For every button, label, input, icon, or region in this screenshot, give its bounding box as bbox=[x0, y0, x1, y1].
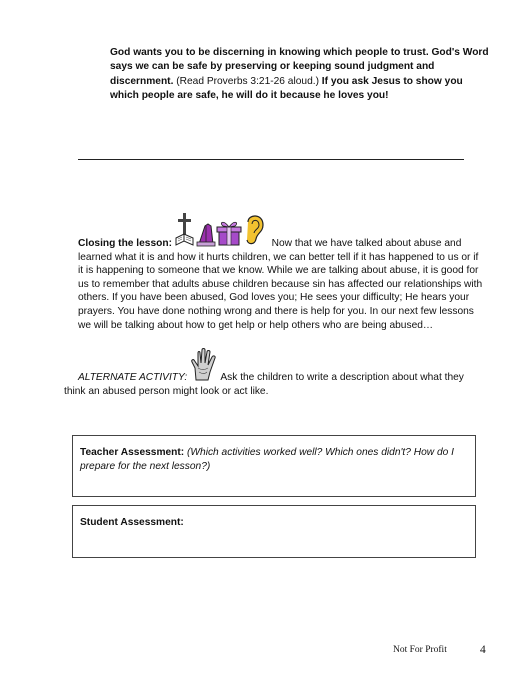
praying-hands-icon bbox=[197, 224, 215, 246]
student-assessment-text bbox=[80, 516, 465, 530]
gift-icon bbox=[217, 222, 241, 245]
closing-icons bbox=[175, 212, 267, 248]
hand-icon bbox=[190, 348, 218, 382]
alternate-activity bbox=[64, 348, 488, 398]
footer-text: Not For Profit bbox=[393, 645, 447, 655]
closing-paragraph bbox=[78, 212, 486, 332]
intro-paragraph bbox=[110, 46, 490, 104]
intro-scripture-reference: (Read Proverbs 3:21-26 aloud.) bbox=[173, 75, 322, 87]
closing-text: Now that we have talked about abuse and learned what it is and how it hurts children, we can better tell if it has happened to us or if it is happening to someone that we know. While we are talking about abuse, it is good for us to remember that adults abuse children because sin has affected our relationships with others. If you have been abused, God loves you; He sees your difficulty; He hears your prayers. You have done nothing wrong and there is help for you. In our next few lessons we will be talking about how to get help or help others who are being abused… bbox=[78, 238, 483, 331]
bible-cross-icon bbox=[176, 213, 193, 245]
page-number: 4 bbox=[480, 644, 486, 656]
alternate-label: ALTERNATE ACTIVITY: bbox=[78, 372, 188, 383]
alternate-instruction-line1: Ask the children to write a description about what they bbox=[220, 372, 464, 383]
teacher-assessment-box[interactable] bbox=[72, 435, 476, 497]
student-assessment-label: Student Assessment: bbox=[80, 517, 184, 528]
closing-label: Closing the lesson: bbox=[78, 238, 172, 249]
student-assessment-box[interactable] bbox=[72, 505, 476, 558]
alternate-first-line bbox=[78, 348, 488, 385]
intro-text-promise: If you ask Jesus to show you which people are safe, he will do it because he loves you! bbox=[110, 75, 463, 102]
teacher-assessment-prompt: (Which activities worked well? Which ones didn't? How do I prepare for the next lesson?) bbox=[80, 447, 454, 472]
alternate-instruction-line2: think an abused person might look or act like. bbox=[64, 385, 269, 397]
section-divider bbox=[78, 159, 464, 160]
teacher-assessment-text bbox=[80, 446, 465, 473]
teacher-assessment-label: Teacher Assessment: bbox=[80, 447, 185, 458]
intro-text-bold: God wants you to be discerning in knowing which people to trust. God's Word says we can be safe by preserving or keeping sound judgment and discernment. bbox=[110, 47, 489, 87]
ear-icon bbox=[247, 216, 263, 244]
